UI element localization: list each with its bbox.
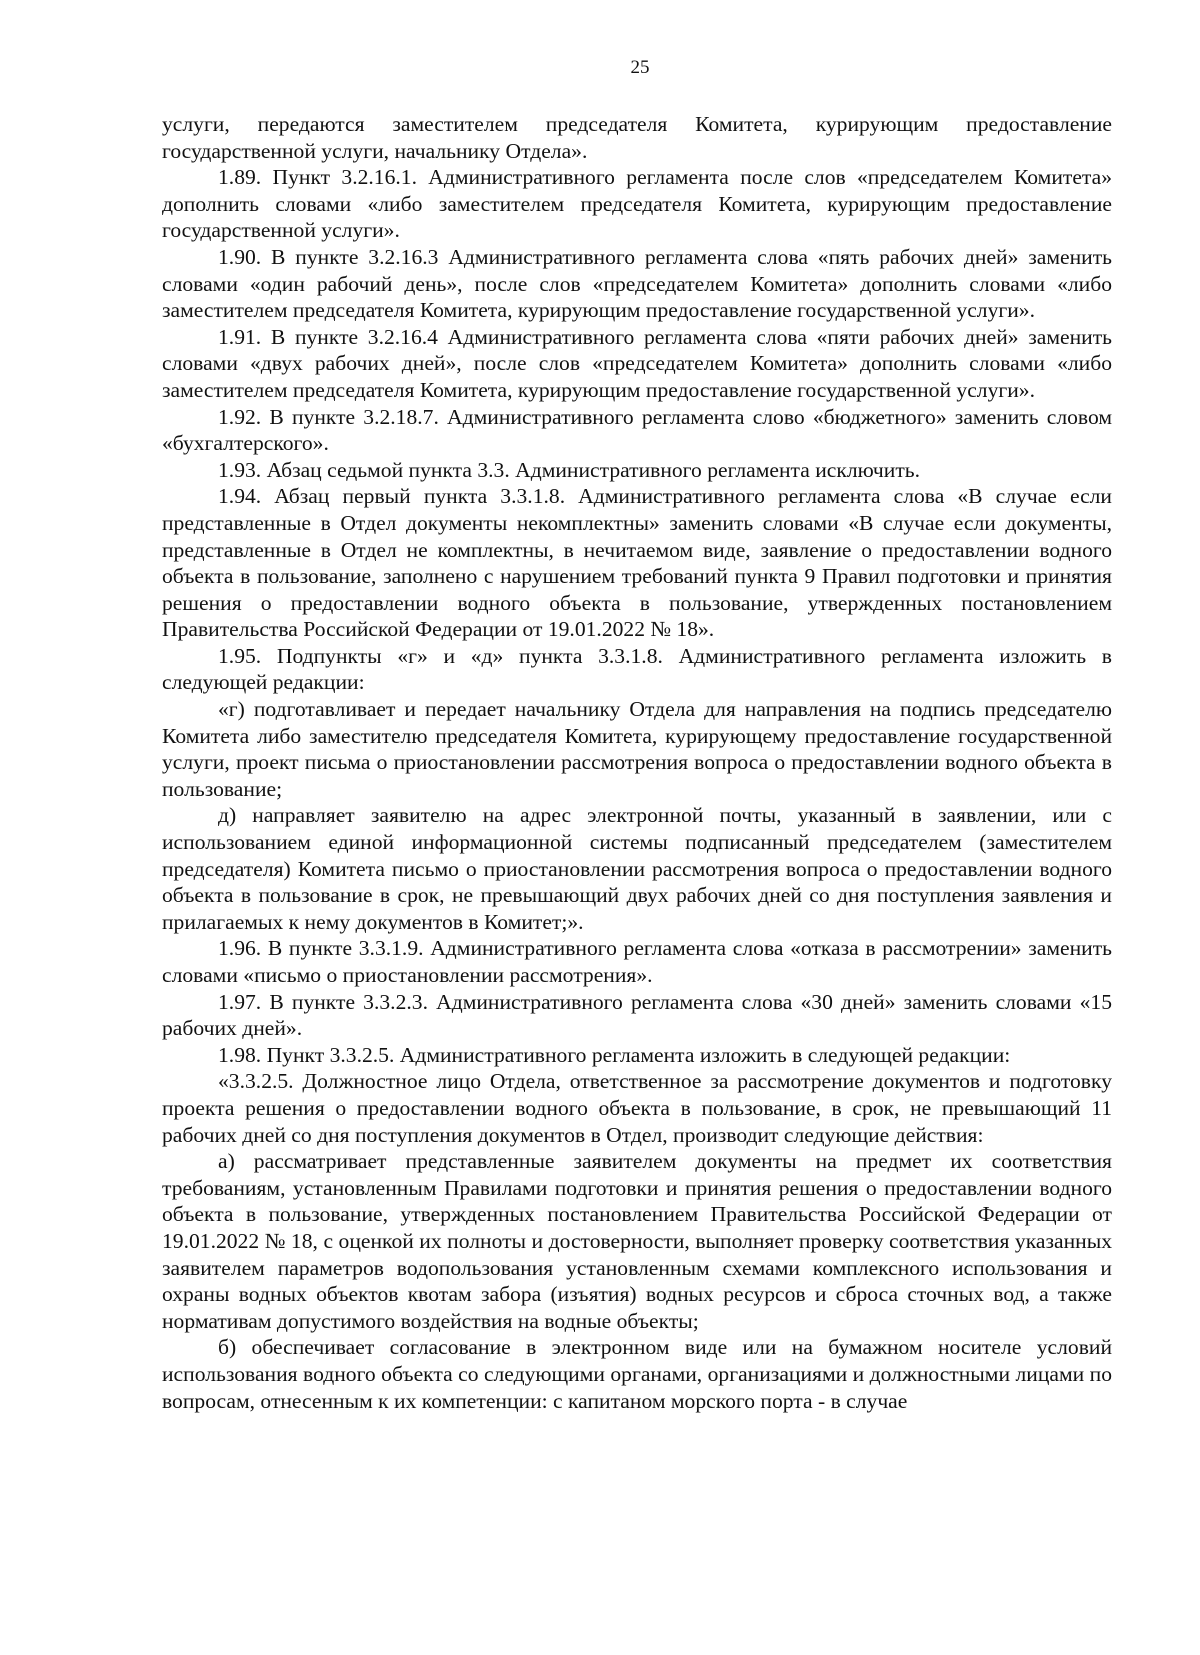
paragraph-1-96: 1.96. В пункте 3.3.1.9. Административного регламента слова «отказа в рассмотрении» заменить словами «письмо о приостановлении рассмотрения».	[162, 936, 1112, 987]
paragraph-1-90: 1.90. В пункте 3.2.16.3 Административного регламента слова «пять рабочих дней» заменить словами «один рабочий день», после слов «председателем Комитета» дополнить словами «либо заместителем председателя Комитета, курирующим предоставление государственной услуги».	[162, 244, 1112, 323]
page-number: 25	[630, 57, 650, 78]
paragraph-1-94: 1.94. Абзац первый пункта 3.3.1.8. Административного регламента слова «В случае если представленные в Отдел документы некомплектны» заменить словами «В случае если документы, представленные в Отдел не комплектны, в нечитаемом виде, заявление о предоставлении водного объекта в пользование, заполнено с нарушением требований пункта 9 Правил подготовки и принятия решения о предоставлении водного объекта в пользование, утвержденных постановлением Правительства Российской Федерации от 19.01.2022 № 18».	[162, 484, 1112, 642]
paragraph-subitem-b: б) обеспечивает согласование в электронном виде или на бумажном носителе условий использования водного объекта со следующими органами, организациями и должностными лицами по вопросам, отнесенным к их компетенции: с капитаном морского порта - в случае	[162, 1335, 1112, 1413]
paragraph-1-91: 1.91. В пункте 3.2.16.4 Административного регламента слова «пяти рабочих дней» заменить словами «двух рабочих дней», после слов «председателем Комитета» дополнить словами «либо заместителем председателя Комитета, курирующим предоставление государственной услуги».	[162, 324, 1112, 402]
paragraph-1-93: 1.93. Абзац седьмой пункта 3.3. Административного регламента исключить.	[218, 457, 921, 482]
paragraph-1-89: 1.89. Пункт 3.2.16.1. Административного регламента после слов «председателем Комитета» дополнить словами «либо заместителем председателя Комитета, курирующим предоставление государственной услуги».	[162, 165, 1112, 243]
paragraph-1-92: 1.92. В пункте 3.2.18.7. Административного регламента слово «бюджетного» заменить словом «бухгалтерского».	[162, 404, 1112, 456]
paragraph-3-3-2-5: «3.3.2.5. Должностное лицо Отдела, ответственное за рассмотрение документов и подготовку проекта решения о предоставлении водного объекта в пользование, в срок, не превышающий 11 рабочих дней со дня поступления документов в Отдел, производит следующие действия:	[162, 1069, 1112, 1147]
document-body	[162, 111, 1112, 1414]
paragraph-subitem-d: д) направляет заявителю на адрес электронной почты, указанный в заявлении, или с использованием единой информационной системы подписанный председателем (заместителем председателя) Комитета письмо о приостановлении рассмотрения вопроса о предоставлении водного объекта в пользование в срок, не превышающий двух рабочих дней со дня поступления заявления и прилагаемых к нему документов в Комитет;».	[162, 803, 1112, 934]
paragraph-1-97: 1.97. В пункте 3.3.2.3. Административного регламента слова «30 дней» заменить словами «15 рабочих дней».	[162, 989, 1112, 1041]
paragraph-subitem-a: а) рассматривает представленные заявителем документы на предмет их соответствия требованиям, установленным Правилами подготовки и принятия решения о предоставлении водного объекта в пользование, утвержденных постановлением Правительства Российской Федерации от 19.01.2022 № 18, с оценкой их полноты и достоверности, выполняет проверку соответствия указанных заявителем параметров водопользования установленным схемами комплексного использования и охраны водных объектов квотам забора (изъятия) водных ресурсов и сброса сточных вод, а также нормативам допустимого воздействия на водные объекты;	[162, 1149, 1112, 1333]
paragraph-subitem-g: «г) подготавливает и передает начальнику Отдела для направления на подпись председателю Комитета либо заместителю председателя Комитета, курирующему предоставление государственной услуги, проект письма о приостановлении рассмотрения вопроса о предоставлении водного объекта в пользование;	[162, 697, 1112, 801]
paragraph-1-95: 1.95. Подпункты «г» и «д» пункта 3.3.1.8. Административного регламента изложить в следующей редакции:	[162, 643, 1112, 695]
paragraph-continuation: услуги, передаются заместителем председателя Комитета, курирующим предоставление государственной услуги, начальнику Отдела».	[162, 112, 1112, 163]
paragraph-1-98: 1.98. Пункт 3.3.2.5. Административного регламента изложить в следующей редакции:	[218, 1042, 1011, 1067]
